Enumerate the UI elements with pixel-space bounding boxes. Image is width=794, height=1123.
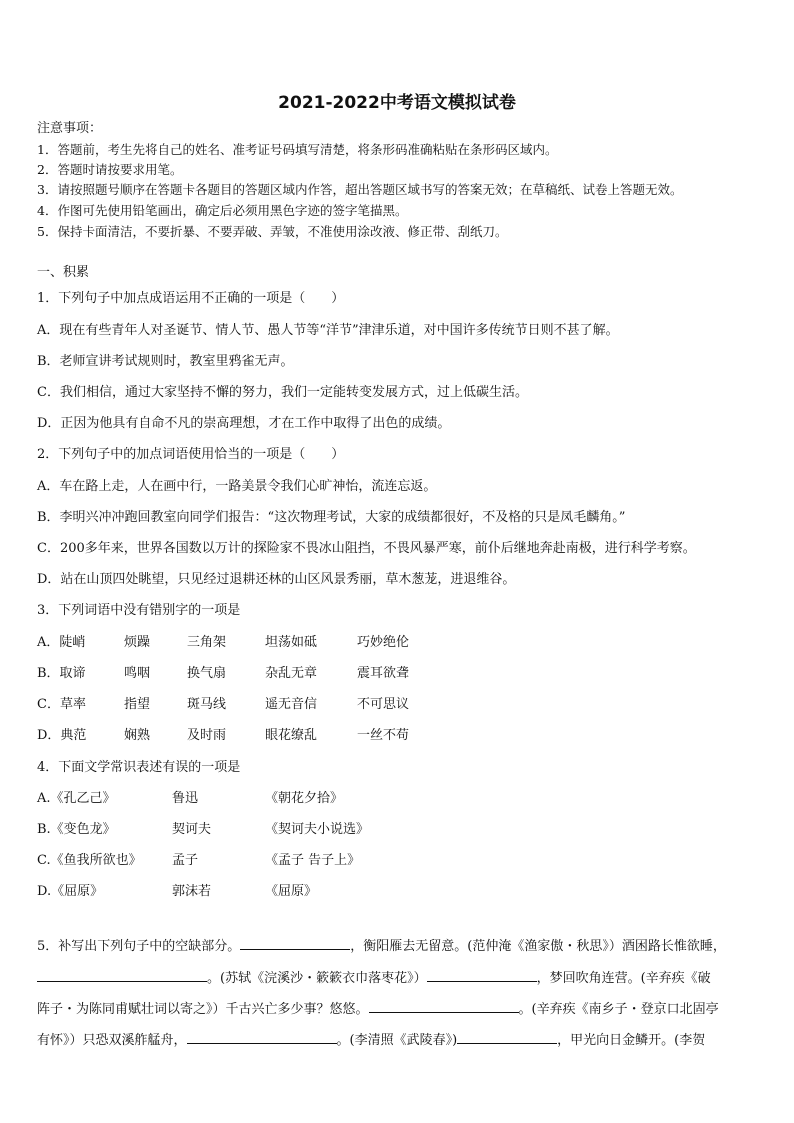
notice-item: 5．保持卡面清洁，不要折暴、不要弄破、弄皱，不准使用涂改液、修正带、刮纸刀。 (37, 224, 508, 239)
question-4-cell: 孟子 (172, 853, 199, 868)
question-4-cell: 契诃夫 (172, 822, 212, 837)
notice-item: 4．作图可先使用铅笔画出，确定后必须用黑色字迹的签字笔描黑。 (37, 203, 408, 218)
question-4-cell: B.《变色龙》 (37, 822, 116, 837)
question-4-cell: 《屈原》 (265, 884, 318, 899)
question-1-option-c: C．我们相信，通过大家坚持不懈的努力，我们一定能转变发展方式，过上低碳生活。 (37, 385, 528, 400)
question-2-option-d: D．站在山顶四处眺望，只见经过退耕还林的山区风景秀丽，草木葱茏，进退维谷。 (37, 572, 516, 587)
question-3-cell: A．陡峭 (37, 635, 86, 650)
question-5-text: ，梦回吹角连营。(辛弃疾《破 (536, 971, 711, 986)
answer-blank[interactable] (427, 967, 537, 982)
question-4-cell: 鲁迅 (172, 791, 199, 806)
question-5-text: ，衡阳雁去无留意。(范仲淹《渔家傲・秋思》）酒困路长惟欲睡， (350, 939, 726, 954)
question-5-line (37, 935, 726, 956)
question-5-text: 5．补写出下列句子中的空缺部分。 (37, 939, 241, 954)
question-1-stem: 1．下列句子中加点成语运用不正确的一项是（ ） (37, 291, 345, 306)
answer-blank[interactable] (187, 1029, 337, 1044)
question-4-cell: A.《孔乙己》 (37, 791, 116, 806)
question-3-cell: 及时雨 (187, 728, 227, 743)
question-3-cell: 不可思议 (357, 697, 410, 712)
question-4-cell: 郭沫若 (172, 884, 212, 899)
question-5-text: 。(辛弃疾《南乡子・登京口北固亭 (518, 1002, 719, 1017)
question-3-cell: B．取谛 (37, 666, 86, 681)
notice-item: 2．答题时请按要求用笔。 (37, 162, 183, 177)
answer-blank[interactable] (37, 967, 207, 982)
question-4-cell: C.《鱼我所欲也》 (37, 853, 142, 868)
question-5-line (37, 998, 719, 1019)
question-5-line (37, 967, 711, 988)
question-3-cell: 换气扇 (187, 666, 227, 681)
question-3-cell: 震耳欲聋 (357, 666, 410, 681)
notice-heading: 注意事项： (37, 121, 103, 136)
question-3-cell: C．草率 (37, 697, 86, 712)
question-4-cell: 《朝花夕拾》 (265, 791, 344, 806)
question-3-cell: 娴熟 (124, 728, 151, 743)
notice-item: 1．答题前，考生先将自己的姓名、准考证号码填写清楚，将条形码准确粘贴在条形码区域内。 (37, 142, 558, 157)
question-4-cell: 《孟子 告子上》 (265, 853, 361, 868)
question-2-stem: 2．下列句子中的加点词语使用恰当的一项是（ ） (37, 447, 345, 462)
answer-blank[interactable] (240, 935, 350, 950)
section-heading: 一、积累 (37, 265, 90, 280)
question-3-cell: D．典范 (37, 728, 87, 743)
question-1-option-a: A．现在有些青年人对圣诞节、情人节、愚人节等“洋节”津津乐道，对中国许多传统节日则不甚了解。 (37, 323, 619, 338)
question-3-cell: 鸣咽 (124, 666, 151, 681)
question-1-option-b: B．老师宣讲考试规则时，教室里鸦雀无声。 (37, 354, 294, 369)
answer-blank[interactable] (369, 998, 519, 1013)
question-3-cell: 烦躁 (124, 635, 151, 650)
question-3-stem: 3．下列词语中没有错别字的一项是 (37, 603, 241, 618)
question-3-cell: 杂乱无章 (265, 666, 318, 681)
question-2-option-b: B．李明兴冲冲跑回教室向同学们报告：“这次物理考试，大家的成绩都很好，不及格的只是凤毛麟角。” (37, 510, 626, 525)
question-1-option-d: D．正因为他具有自命不凡的崇高理想，才在工作中取得了出色的成绩。 (37, 416, 451, 431)
question-3-cell: 三角架 (187, 635, 227, 650)
notice-item: 3．请按照题号顺序在答题卡各题目的答题区域内作答，超出答题区域书写的答案无效；在草稿纸、试卷上答题无效。 (37, 182, 683, 197)
question-3-cell: 眼花缭乱 (265, 728, 318, 743)
answer-blank[interactable] (457, 1029, 557, 1044)
question-3-cell: 一丝不苟 (357, 728, 410, 743)
question-3-cell: 遥无音信 (265, 697, 318, 712)
question-5-text: 阵子・为陈同甫赋壮词以寄之》）千古兴亡多少事？悠悠。 (37, 1002, 369, 1017)
question-4-cell: D.《屈原》 (37, 884, 104, 899)
question-5-text: 有怀》）只恐双溪舴艋舟， (37, 1033, 187, 1048)
question-2-option-c: C．200多年来，世界各国数以万计的探险家不畏冰山阻挡，不畏风暴严寒，前仆后继地奔赴南极，进行科学考察。 (37, 541, 696, 556)
question-3-cell: 指望 (124, 697, 151, 712)
question-5-text: ，甲光向日金鳞开。(李贺 (557, 1033, 706, 1048)
question-3-cell: 巧妙绝伦 (357, 635, 410, 650)
question-5-line (37, 1029, 705, 1050)
question-4-cell: 《契诃夫小说选》 (265, 822, 370, 837)
question-4-stem: 4．下面文学常识表述有误的一项是 (37, 760, 241, 775)
question-5-text: 。(苏轼《浣溪沙・簌簌衣巾落枣花》） (207, 971, 427, 986)
question-5-text: 。(李清照《武陵春》) (336, 1033, 458, 1048)
question-2-option-a: A．车在路上走，人在画中行，一路美景令我们心旷神怡，流连忘返。 (37, 479, 437, 494)
question-3-cell: 斑马线 (187, 697, 227, 712)
page-title: 2021-2022中考语文模拟试卷 (278, 93, 516, 113)
question-3-cell: 坦荡如砥 (265, 635, 318, 650)
